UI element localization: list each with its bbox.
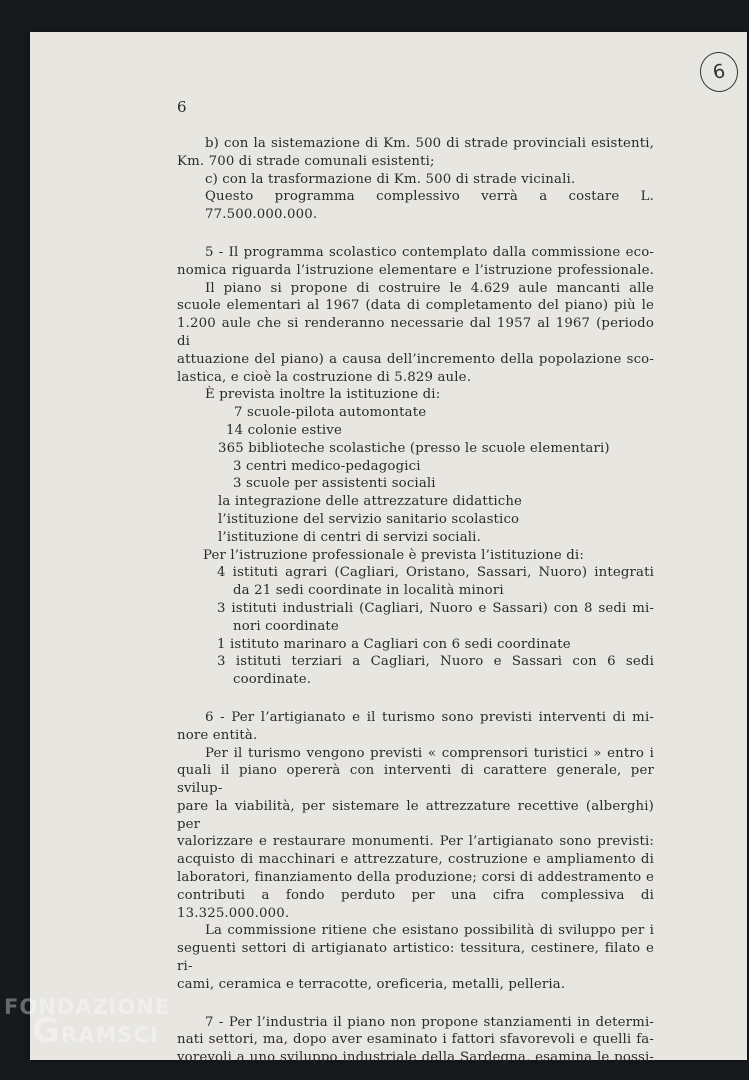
list-item: l’istituzione di centri di servizi sociali. [218,529,481,545]
list-item: 4 istituti agrari (Cagliari, Oristano, Sassari, Nuoro) integrati [217,565,654,581]
page-number: 6 [177,98,187,116]
text-line: lastica, e cioè la costruzione di 5.829 aule. [177,369,472,385]
list-item: nori coordinate [233,618,339,634]
list-item: l’istituzione del servizio sanitario scolastico [218,511,520,527]
archive-stamp: 6 [696,48,741,95]
list-item: 365 biblioteche scolastiche (presso le scuole elementari) [218,440,610,456]
text-line: nati settori, ma, dopo aver esaminato i fattori sfavorevoli e quelli fa- [177,1032,654,1048]
fondazione-gramsci-watermark [4,995,171,1051]
text-line: 6 - Per l’artigianato e il turismo sono previsti interventi di mi- [205,709,654,725]
text-line: valorizzare e restaurare monumenti. Per l’artigianato sono previsti: [177,834,654,850]
text-line: seguenti settori di artigianato artistico: tessitura, cestinere, filato e ri- [177,941,654,975]
text-line: acquisto di macchinari e attrezzature, costruzione e ampliamento di [177,852,654,868]
list-item: 3 istituti terziari a Cagliari, Nuoro e Sassari con 6 sedi [217,654,654,670]
text-line: È prevista inoltre la istituzione di: [205,387,441,403]
watermark-g-logo: G [32,1011,61,1051]
text-line: pare la viabilità, per sistemare le attrezzature recettive (alberghi) per [177,798,654,832]
list-item: coordinate. [233,672,312,688]
text-line: Il piano si propone di costruire le 4.629 aule mancanti alle [205,280,654,296]
list-item: 3 centri medico-pedagogici [233,458,421,474]
text-line: attuazione del piano) a causa dell’incremento della popolazione sco- [177,351,654,367]
list-item: 14 colonie estive [226,422,342,438]
text-line: b) con la sistemazione di Km. 500 di strade provinciali esistenti, [205,136,654,151]
text-line: laboratori, finanziamento della produzione; corsi di addestramento e [177,870,654,886]
list-item: da 21 sedi coordinate in località minori [233,583,504,599]
list-item: 7 scuole-pilota automontate [234,405,427,421]
text-line: Per l’istruzione professionale è prevista l’istituzione di: [203,547,584,563]
text-line: La commissione ritiene che esistano possibilità di sviluppo per i [205,923,654,939]
page-body [177,135,654,1067]
text-line: quali il piano opererà con interventi di carattere generale, per svilup- [177,763,654,797]
list-item: 3 scuole per assistenti sociali [233,476,436,492]
list-item: la integrazione delle attrezzature didattiche [218,494,523,510]
text-line: Per il turismo vengono previsti « comprensori turistici » entro i [205,745,654,761]
text-line: nore entità. [177,727,258,743]
watermark-line-2: RAMSCI [60,1023,159,1047]
text-line: c) con la trasformazione di Km. 500 di strade vicinali. [205,171,576,187]
watermark-line-1: FONDAZIONE [4,995,171,1019]
text-line: vorevoli a uno sviluppo industriale della Sardegna, esamina le possi- [177,1050,654,1066]
text-line: 7 - Per l’industria il piano non propone stanziamenti in determi- [205,1014,654,1030]
text-line: Km. 700 di strade comunali esistenti; [177,153,435,169]
text-line: nomica riguarda l’istruzione elementare e l’istruzione professionale. [177,262,654,278]
text-line: Questo programma complessivo verrà a costare L. 77.500.000.000. [205,189,654,223]
text-line: 1.200 aule che si renderanno necessarie dal 1957 al 1967 (periodo di [177,316,654,349]
text-line: scuole elementari al 1967 (data di completamento del piano) più le [177,298,654,314]
text-line: 5 - Il programma scolastico contemplato dalla commissione eco- [205,244,654,260]
list-item: 1 istituto marinaro a Cagliari con 6 sedi coordinate [217,636,571,652]
text-line: contributi a fondo perduto per una cifra complessiva di 13.325.000.000. [177,887,654,921]
list-item: 3 istituti industriali (Cagliari, Nuoro e Sassari) con 8 sedi mi- [217,600,654,616]
text-line: cami, ceramica e terracotte, oreficeria, metalli, pelleria. [177,976,566,992]
